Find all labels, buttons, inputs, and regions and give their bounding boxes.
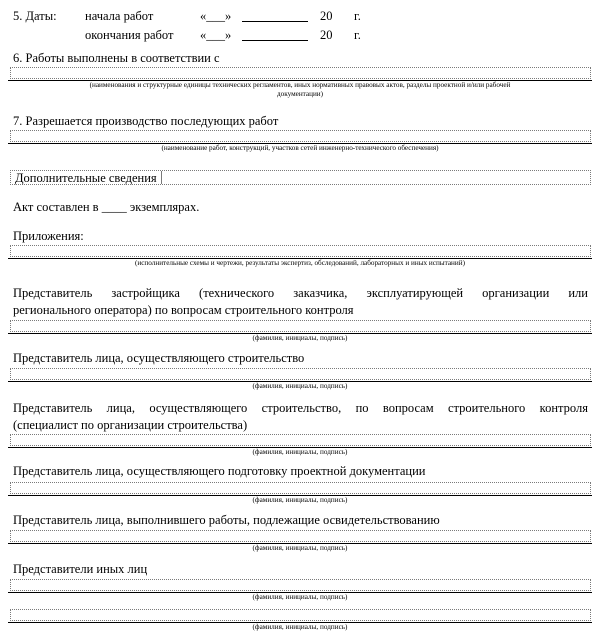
developer-rep-signature-field[interactable] xyxy=(10,320,591,332)
other-rep-2-signature-field[interactable] xyxy=(10,609,591,621)
start-month-field[interactable] xyxy=(242,21,308,22)
section7-input[interactable] xyxy=(10,130,591,142)
designer-rep-label: Представитель лица, осуществляющего подготовку проектной документации xyxy=(13,464,426,478)
builder-control-rep-signature-field[interactable] xyxy=(10,434,591,446)
copies-text: Акт составлен в ____ экземплярах. xyxy=(13,200,200,214)
designer-rep-signature-field[interactable] xyxy=(10,482,591,494)
start-year-prefix: 20 xyxy=(320,9,333,23)
builder-rep-label: Представитель лица, осуществляющего строительство xyxy=(13,351,305,365)
attachments-title: Приложения: xyxy=(13,229,84,243)
other-rep-2-caption: (фамилия, инициалы, подпись) xyxy=(252,623,348,631)
dates-label: 5. Даты: xyxy=(13,9,57,23)
end-year-suffix: г. xyxy=(354,28,361,42)
end-month-field[interactable] xyxy=(242,40,308,41)
attachments-caption: (исполнительные схемы и чертежи, результаты экспертиз, обследований, лабораторных и иных испытаний) xyxy=(135,259,465,267)
additional-info-field[interactable] xyxy=(10,170,591,185)
builder-control-rep-label-1: Представитель лица, осуществляющего строительство, по вопросам строительного контроля xyxy=(13,401,588,415)
end-date-label: окончания работ xyxy=(85,28,174,42)
section6-input[interactable] xyxy=(10,67,591,79)
builder-control-rep-label-2: (специалист по организации строительства) xyxy=(13,418,248,432)
developer-rep-label-2: регионального оператора) по вопросам строительного контроля xyxy=(13,303,354,317)
developer-rep-label-1: Представитель застройщика (технического заказчика, эксплуатирующей организации или xyxy=(13,286,588,300)
section6-caption-1: (наименования и структурные единицы технических регламентов, иных нормативных правовых актов, разделы проектной и/или рабочей xyxy=(89,81,511,89)
section7-caption: (наименование работ, конструкций, участков сетей инженерно-технического обеспечения) xyxy=(161,144,439,152)
start-year-suffix: г. xyxy=(354,9,361,23)
performer-rep-label: Представитель лица, выполнившего работы, подлежащие освидетельствованию xyxy=(13,513,440,527)
developer-rep-caption: (фамилия, инициалы, подпись) xyxy=(252,334,348,342)
attachments-input[interactable] xyxy=(10,245,591,257)
other-reps-label: Представители иных лиц xyxy=(13,562,148,576)
other-rep-1-caption: (фамилия, инициалы, подпись) xyxy=(252,593,348,601)
end-year-prefix: 20 xyxy=(320,28,333,42)
end-day-field[interactable]: «___» xyxy=(200,28,232,42)
builder-control-rep-caption: (фамилия, инициалы, подпись) xyxy=(252,448,348,456)
performer-rep-caption: (фамилия, инициалы, подпись) xyxy=(252,544,348,552)
section6-caption-2: документации) xyxy=(276,90,324,98)
builder-rep-signature-field[interactable] xyxy=(10,368,591,380)
other-rep-1-signature-field[interactable] xyxy=(10,579,591,591)
performer-rep-signature-field[interactable] xyxy=(10,530,591,542)
start-day-field[interactable]: «___» xyxy=(200,9,232,23)
designer-rep-caption: (фамилия, инициалы, подпись) xyxy=(252,496,348,504)
builder-rep-caption: (фамилия, инициалы, подпись) xyxy=(252,382,348,390)
section7-title: 7. Разрешается производство последующих работ xyxy=(13,114,279,128)
section6-title: 6. Работы выполнены в соответствии с xyxy=(13,51,220,65)
start-date-label: начала работ xyxy=(85,9,154,23)
additional-info-label: Дополнительные сведения xyxy=(11,171,162,184)
